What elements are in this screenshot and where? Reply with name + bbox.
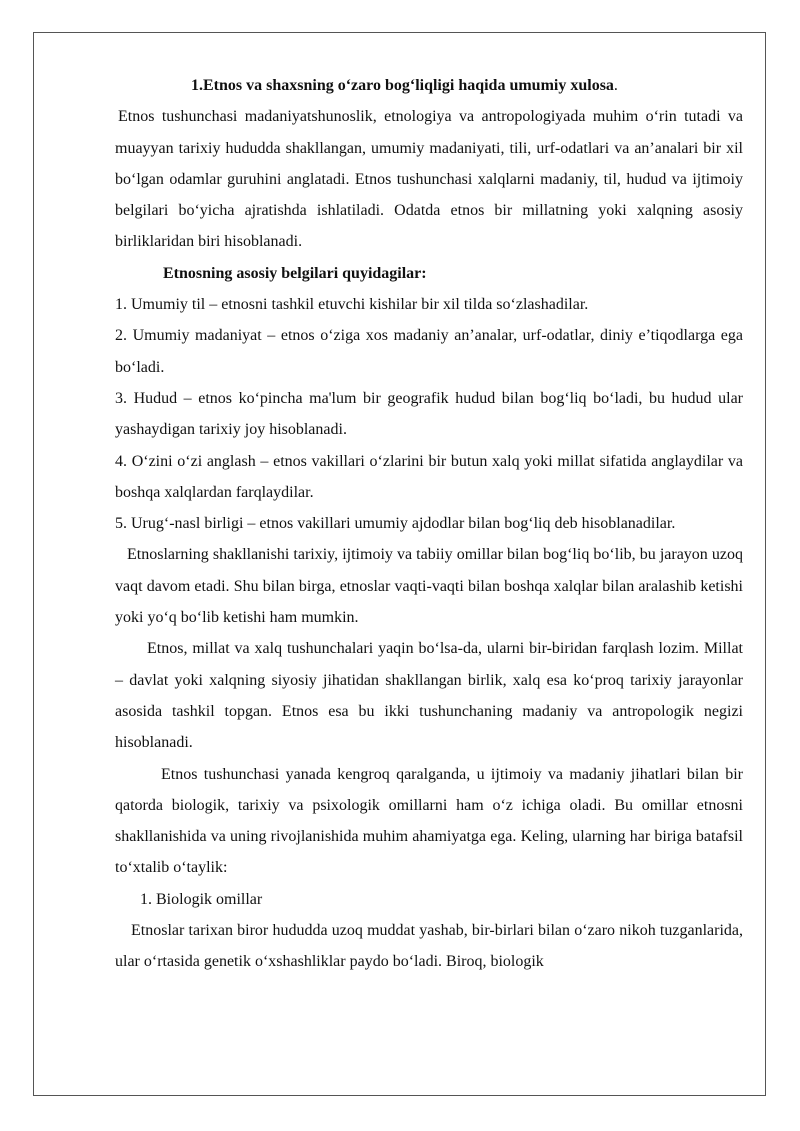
biological-heading: 1. Biologik omillar xyxy=(140,890,263,908)
biological-paragraph: Etnoslar tarixan biror hududda uzoq muddat yashab, bir-birlari bilan o‘zaro nikoh tuzganlarida, ular o‘rtasida genetik o‘xshashliklar paydo bo‘ladi. Biroq, biologik xyxy=(115,922,743,971)
feature-item-3: 3. Hudud – etnos ko‘pincha ma'lum bir geografik hudud bilan bog‘liq bo‘ladi, bu hudud ular yashaydigan tarixiy joy hisoblanadi. xyxy=(115,389,743,439)
feature-item-4: 4. O‘zini o‘zi anglash – etnos vakillari o‘zlarini bir butun xalq yoki millat sifatida anglaydilar va boshqa xalqlardan farqlaydilar. xyxy=(115,452,743,501)
feature-item-1: 1. Umumiy til – etnosni tashkil etuvchi kishilar bir xil tilda so‘zlashadilar. xyxy=(115,296,589,314)
title-period: . xyxy=(613,77,618,94)
nation-paragraph: Etnos, millat va xalq tushunchalari yaqin bo‘lsa-da, ularni bir-biridan farqlash lozim. Millat – davlat yoki xalqning siyosiy jihatidan shakllangan birlik, xalq esa ko‘proq tarixiy jarayonlar asosida tashkil topgan. Etnos esa bu ikki tushunchaning madaniy va antropologik negizi hisoblanadi. xyxy=(115,640,743,752)
document-page xyxy=(115,70,743,978)
feature-item-2: 2. Umumiy madaniyat – etnos o‘ziga xos madaniy an’analar, urf-odatlar, diniy e’tiqodlarga ega bo‘ladi. xyxy=(115,327,743,376)
title-text: 1.Etnos va shaxsning o‘zaro bog‘liqligi haqida umumiy xulosa xyxy=(191,77,614,94)
formation-paragraph: Etnoslarning shakllanishi tarixiy, ijtimoiy va tabiiy omillar bilan bog‘liq bo‘lib, bu jarayon uzoq vaqt davom etadi. Shu bilan birga, etnoslar vaqti-vaqti bilan boshqa xalqlar bilan aralashib ketishi yoki yo‘q bo‘lib ketishi ham mumkin. xyxy=(115,546,743,627)
broader-paragraph: Etnos tushunchasi yanada kengroq qaralganda, u ijtimoiy va madaniy jihatlari bilan bir qatorda biologik, tarixiy va psixologik omillarni ham o‘z ichiga oladi. Bu omillar etnosni shakllanishida va uning rivojlanishida muhim ahamiyatga ega. Keling, ularning har biriga batafsil to‘xtalib o‘taylik: xyxy=(115,765,743,877)
document-title xyxy=(115,70,743,101)
intro-paragraph: Etnos tushunchasi madaniyatshunoslik, etnologiya va antropologiyada muhim o‘rin tutadi va muayyan tarixiy hududda shakllangan, umumiy madaniyati, tili, urf-odatlari va an’analari bir xil bo‘lgan odamlar guruhini anglatadi. Etnos tushunchasi xalqlarni madaniy, til, hudud va ijtimoiy belgilari bo‘yicha ajratishda ishlatiladi. Odatda etnos bir millatning yoki xalqning asosiy birliklaridan biri hisoblanadi. xyxy=(115,108,743,251)
feature-item-5: 5. Urug‘-nasl birligi – etnos vakillari umumiy ajdodlar bilan bog‘liq deb hisoblanadilar. xyxy=(115,515,676,533)
features-heading: Etnosning asosiy belgilari quyidagilar: xyxy=(163,264,427,282)
